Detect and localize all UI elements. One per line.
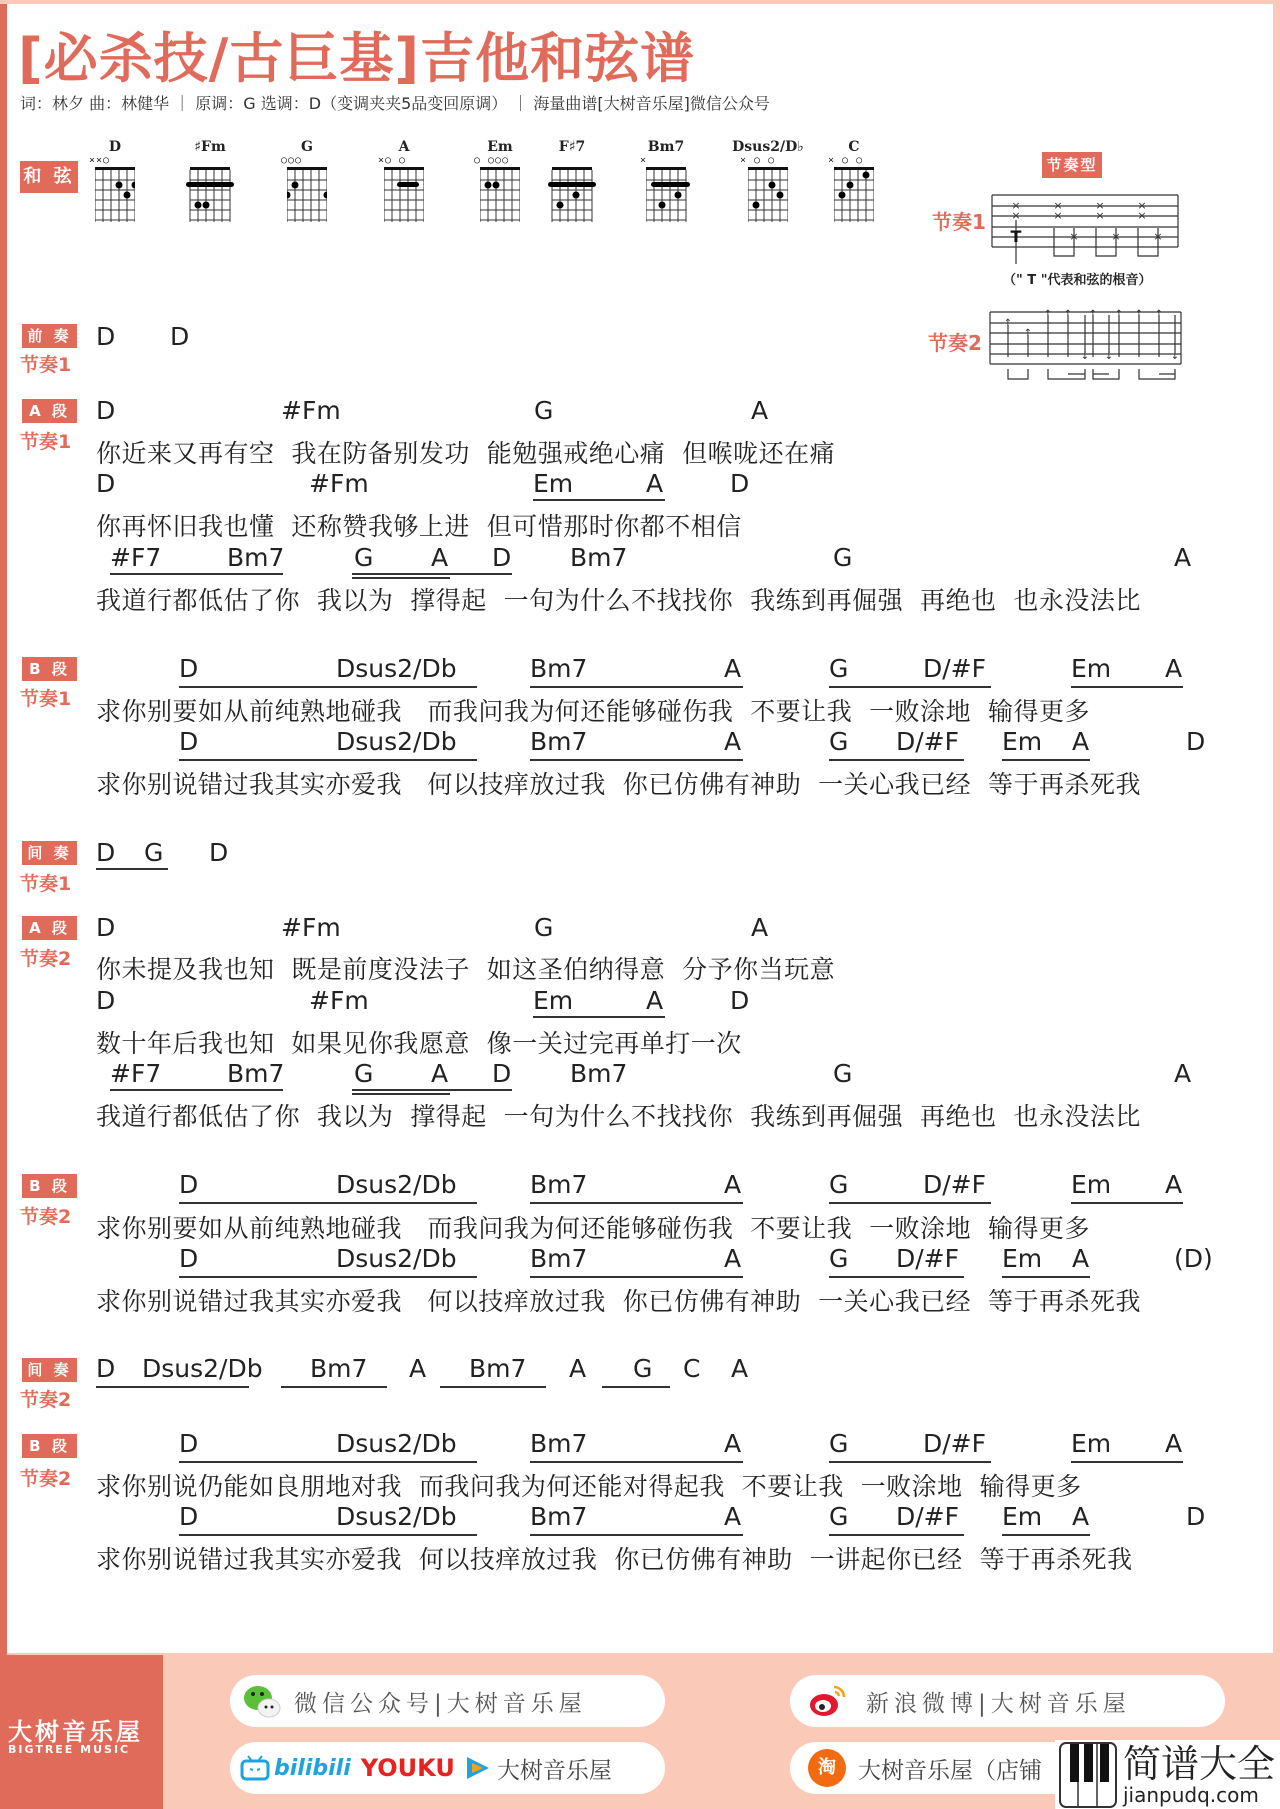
svg-text:×: ×	[1137, 209, 1147, 222]
section-tag-b1: B 段	[22, 657, 77, 681]
bilibili-icon	[240, 1755, 270, 1781]
fretboard-icon	[748, 167, 788, 222]
bilibili-wordmark: bilibili	[274, 1755, 351, 1781]
chord-line: D Dsus2/Db Bm7 A G D/#F Em A	[96, 1170, 128, 1200]
piano-keys-icon	[1059, 1742, 1117, 1808]
rhythm1-label: 节奏1	[932, 210, 986, 234]
chords-tag: 和 弦	[20, 161, 78, 193]
section-rhythm: 节奏2	[20, 948, 72, 970]
weibo-link[interactable]: 新浪微博|大树音乐屋	[790, 1675, 1225, 1727]
chord-diagram-g: G ○○○	[277, 139, 337, 219]
lyric-line: 数十年后我也知 如果见你我愿意 像一关过完再单打一次	[96, 1029, 742, 1058]
lyric-line: 我道行都低估了你 我以为 撑得起 一句为什么不找找你 我练到再倔强 再绝也 也永没法比	[96, 1102, 1141, 1131]
lyric-line: 我道行都低估了你 我以为 撑得起 一句为什么不找找你 我练到再倔强 再绝也 也永没法比	[96, 586, 1141, 615]
svg-text:T: T	[1010, 227, 1022, 246]
weibo-icon	[808, 1683, 848, 1719]
fretboard-icon	[186, 167, 234, 222]
svg-text:↑: ↑	[1023, 328, 1033, 339]
svg-text:↑: ↑	[1043, 309, 1053, 320]
svg-text:×: ×	[1053, 199, 1063, 212]
watermark-url: jianpudq.com	[1123, 1782, 1259, 1807]
svg-text:↑: ↑	[1154, 309, 1164, 320]
svg-text:↑: ↑	[1088, 309, 1098, 320]
section-rhythm: 节奏2	[20, 1389, 72, 1411]
chord-diagram-fsharp7: F♯7	[542, 139, 602, 219]
fretboard-icon	[95, 167, 135, 222]
lyric-line: 求你别要如从前纯熟地碰我 而我问我为何还能够碰伤我 不要让我 一败涂地 输得更多	[96, 1214, 1091, 1243]
chord-diagram-bm7: Bm7 ×	[636, 139, 696, 219]
lyric-line: 求你别说错过我其实亦爱我 何以技痒放过我 你已仿佛有神助 一关心我已经 等于再杀死我	[96, 1287, 1142, 1316]
chord-line: #F7 Bm7 G A D Bm7 G A	[96, 1059, 128, 1089]
taobao-link[interactable]: 淘 大树音乐屋（店铺	[790, 1742, 1090, 1794]
chord-diagram-fsharp-m: ♯Fm	[180, 139, 240, 219]
intro-chords: D D	[96, 322, 190, 351]
page-title: [必杀技/古巨基]吉他和弦谱	[18, 27, 696, 90]
section-tag-intro: 前 奏	[22, 324, 77, 348]
chord-diagram-a: A ×○ ○	[374, 139, 434, 219]
svg-text:×: ×	[1111, 230, 1121, 243]
youku-wordmark: YOUKU	[360, 1754, 455, 1782]
lyric-line: 你再怀旧我也懂 还称赞我够上进 但可惜那时你都不相信	[96, 512, 742, 541]
svg-text:×: ×	[1011, 199, 1021, 212]
chord-line: D Dsus2/Db Bm7 A G D/#F Em A D	[96, 727, 128, 757]
fretboard-icon	[287, 167, 327, 222]
rhythm1-pattern-icon	[990, 192, 1180, 264]
chord-diagram-em: Em ○ ○○○	[470, 139, 530, 219]
svg-text:↑: ↑	[1114, 309, 1124, 320]
song-credits: 词：林夕 曲：林健华 ｜ 原调：G 选调：D（变调夹夹5品变回原调） ｜ 海量曲谱[大树音乐屋]微信公众号	[20, 94, 770, 113]
rhythm-type-tag: 节奏型	[1042, 152, 1102, 178]
chord-line: D #Fm G A	[96, 396, 769, 425]
chord-line: D Dsus2/Db Bm7 A G D/#F Em A	[96, 654, 128, 684]
section-rhythm: 节奏1	[20, 688, 72, 710]
chord-diagram-c: C × ○ ○	[824, 139, 884, 219]
svg-text:↓: ↓	[1170, 351, 1180, 362]
watermark-title: 简谱大全	[1123, 1741, 1276, 1786]
svg-text:↓: ↓	[1080, 351, 1090, 362]
fretboard-icon	[384, 167, 424, 222]
section-tag-interlude2: 间 奏	[22, 1358, 77, 1382]
fretboard-icon	[834, 167, 874, 222]
chord-line: D #Fm G A	[96, 913, 769, 942]
section-rhythm: 节奏1	[20, 354, 72, 376]
taobao-icon: 淘	[808, 1749, 846, 1787]
svg-text:×: ×	[1053, 209, 1063, 222]
chord-line: D Dsus2/Db Bm7 A G D/#F Em A D	[96, 1502, 128, 1532]
lyric-line: 求你别要如从前纯熟地碰我 而我问我为何还能够碰伤我 不要让我 一败涂地 输得更多	[96, 697, 1091, 726]
wechat-link[interactable]: 微信公众号|大树音乐屋	[230, 1675, 665, 1727]
section-tag-b2: B 段	[22, 1174, 77, 1198]
lyric-line: 你近来又再有空 我在防备别发功 能勉强戒绝心痛 但喉咙还在痛	[96, 439, 836, 468]
chord-line: D #Fm Em A D	[96, 469, 128, 499]
rhythm1-note: （" T "代表和弦的根音）	[1003, 273, 1152, 288]
interlude1-chords: D G D	[96, 838, 128, 868]
section-rhythm: 节奏2	[20, 1206, 72, 1228]
rhythm2-pattern-icon	[988, 309, 1183, 381]
left-accent-bar	[0, 4, 7, 1657]
section-rhythm: 节奏1	[20, 873, 72, 895]
fretboard-icon	[646, 167, 690, 222]
lyric-line: 求你别说错过我其实亦爱我 何以技痒放过我 你已仿佛有神助 一讲起你已经 等于再杀死我	[96, 1545, 1133, 1574]
section-tag-interlude1: 间 奏	[22, 841, 77, 865]
section-tag-a2: A 段	[22, 916, 77, 940]
svg-text:↑: ↑	[1063, 309, 1073, 320]
svg-text:↓: ↓	[1104, 351, 1114, 362]
section-rhythm: 节奏2	[20, 1468, 72, 1490]
chord-diagram-d: D ××○	[85, 139, 145, 219]
rhythm2-label: 节奏2	[928, 331, 982, 355]
svg-text:×: ×	[1069, 230, 1079, 243]
section-tag-a1: A 段	[22, 399, 77, 423]
site-watermark	[1055, 1740, 1280, 1809]
chord-line: D Dsus2/Db Bm7 A G D/#F Em A (D)	[96, 1244, 128, 1274]
section-tag-b3: B 段	[22, 1434, 77, 1458]
lyric-line: 你未提及我也知 既是前度没法子 如这圣伯纳得意 分予你当玩意	[96, 955, 836, 984]
svg-text:×: ×	[1011, 209, 1021, 222]
fretboard-icon	[548, 167, 596, 222]
brand-name-en: BIGTREE MUSIC	[8, 1743, 131, 1756]
svg-text:×: ×	[1137, 199, 1147, 212]
chord-line: D #Fm Em A D	[96, 986, 128, 1016]
svg-text:↑: ↑	[1134, 309, 1144, 320]
chord-diagram-dsus2-db: Dsus2/D♭ × ○ ○	[728, 139, 808, 219]
svg-text:×: ×	[1153, 230, 1163, 243]
video-platforms-link[interactable]: bilibili YOUKU 大树音乐屋	[230, 1742, 665, 1794]
svg-text:↑: ↑	[1003, 318, 1013, 329]
interlude2-chords: D Dsus2/Db Bm7 A Bm7 A G C A	[96, 1354, 128, 1384]
chord-line: #F7 Bm7 G A D Bm7 G A	[96, 543, 128, 573]
chord-line: D Dsus2/Db Bm7 A G D/#F Em A	[96, 1429, 128, 1459]
svg-text:×: ×	[1095, 209, 1105, 222]
svg-text:×: ×	[1095, 199, 1105, 212]
section-rhythm: 节奏1	[20, 431, 72, 453]
wechat-icon	[242, 1682, 282, 1720]
brand-block	[0, 1655, 163, 1809]
lyric-line: 求你别说错过我其实亦爱我 何以技痒放过我 你已仿佛有神助 一关心我已经 等于再杀死我	[96, 770, 1142, 799]
tencent-video-icon	[463, 1754, 491, 1782]
lyric-line: 求你别说仍能如良朋地对我 而我问我为何还能对得起我 不要让我 一败涂地 输得更多	[96, 1472, 1082, 1501]
fretboard-icon	[480, 167, 520, 222]
brand-name: 大树音乐屋	[8, 1718, 143, 1746]
